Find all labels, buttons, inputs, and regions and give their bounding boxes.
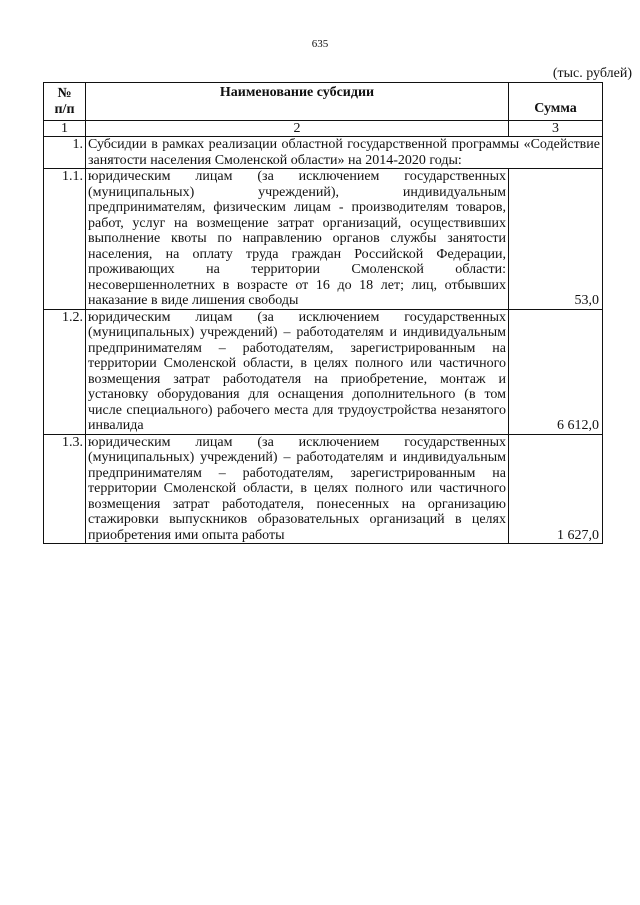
row-description: юридическим лицам (за исключением государственных (муниципальных) учреждений), индивидуальным предпринимателям, физическим лицам - производителям товаров, работ, услуг на возмещение затрат организаций, осуществивших выполнение квоты по направлению органов службы занятости населения, на оплату труда граждан Российской Федерации, проживающих на территории Смоленской области: несовершеннолетних в возрасте от 16 до 18 лет; лиц, отбывших наказание в виде лишения свободы — [86, 169, 509, 310]
header-number-abbr: п/п — [54, 101, 75, 117]
page-number: 635 — [311, 38, 329, 50]
row-number: 1.3. — [44, 434, 86, 544]
header-number — [44, 83, 86, 121]
row-sum: 1 627,0 — [509, 434, 603, 544]
table-row — [44, 434, 603, 544]
header-number-symbol: № — [57, 85, 72, 101]
row-description: юридическим лицам (за исключением государственных (муниципальных) учреждений) – работодателям и индивидуальным предпринимателям – работодателям, зарегистрированным на территории Смоленской области, в целях полного или частичного возмещения затрат работодателя на приобретение, монтаж и установку оборудования для оснащения дополнительного (в том числе специального) рабочего места для трудоустройства незанятого инвалида — [86, 309, 509, 434]
row-title: Субсидии в рамках реализации областной государственной программы «Содействие занятости населения Смоленской области» на 2014-2020 годы: — [86, 137, 603, 169]
column-index-2: 2 — [86, 121, 509, 137]
row-sum: 6 612,0 — [509, 309, 603, 434]
row-sum: 53,0 — [509, 169, 603, 310]
column-index-3: 3 — [509, 121, 603, 137]
row-description: юридическим лицам (за исключением государственных (муниципальных) учреждений) – работодателям и индивидуальным предпринимателям – работодателям, зарегистрированным на территории Смоленской области, в целях полного или частичного возмещения затрат работодателя, понесенных на организацию стажировки выпускников образовательных организаций в целях приобретения ими опыта работы — [86, 434, 509, 544]
header-sum: Сумма — [509, 83, 603, 121]
header-name: Наименование субсидии — [86, 83, 509, 121]
table-row — [44, 169, 603, 310]
table-row — [44, 309, 603, 434]
row-number: 1. — [44, 137, 86, 169]
column-index-row — [44, 121, 603, 137]
row-number: 1.2. — [44, 309, 86, 434]
subsidies-table — [43, 82, 603, 544]
row-number: 1.1. — [44, 169, 86, 310]
table-row — [44, 137, 603, 169]
units-label: (тыс. рублей) — [552, 66, 632, 81]
column-index-1: 1 — [44, 121, 86, 137]
table-header-row — [44, 83, 603, 121]
